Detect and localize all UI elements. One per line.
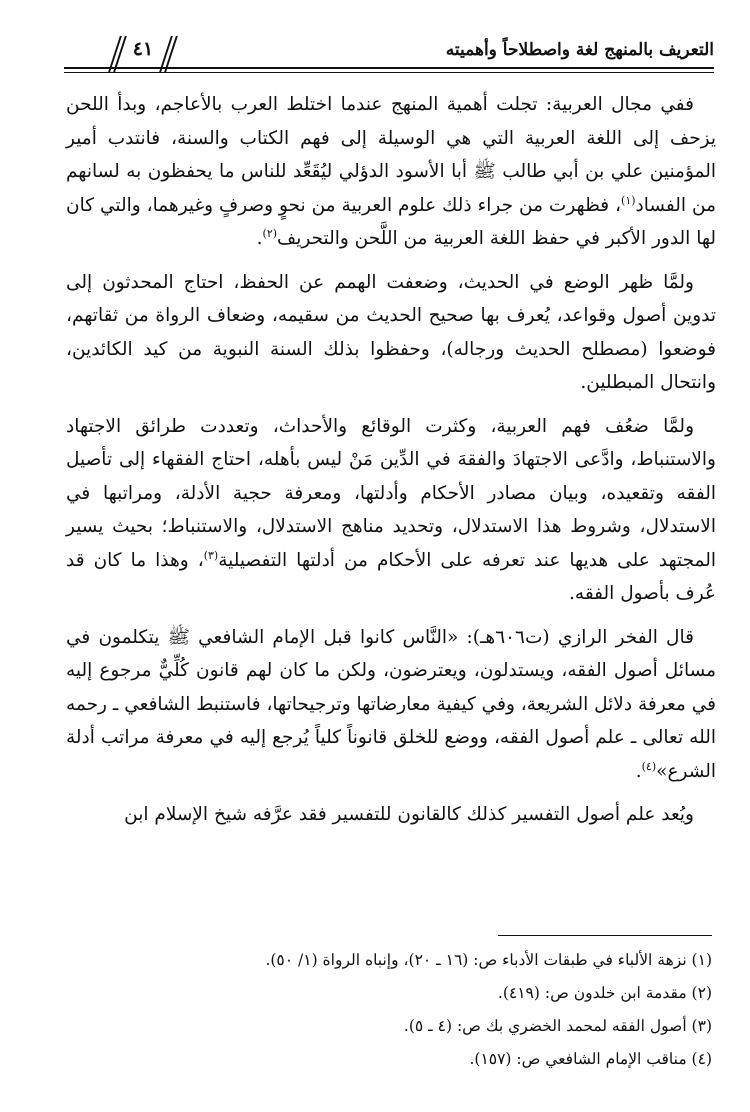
paragraph-text: ، فظهرت من جراء ذلك علوم العربية من نحوٍ وصرفٍ وغيرهما، والتي كان لها الدور الأكبر في حفظ اللغة العربية من اللَّحن والتحريف (66, 194, 716, 249)
footnote-ref: (٤) (641, 759, 657, 773)
footnote: (١) نزهة الألباء في طبقات الأدباء ص: (١٦ ـ ٢٠)، وإنباه الرواة (١/ ٥٠). (265, 951, 712, 969)
paragraph-text: . (635, 760, 642, 782)
paragraph-arabic-grammar (66, 88, 716, 256)
paragraph-text: ولمَّا ظهر الوضع في الحديث، وضعفت الهمم عن الحفظ، احتاج المحدثون إلى تدوين أصول وقواعد، يُعرف بها صحيح الحديث من سقيمه، وضعاف الرواة من ثقاتهم، فوضعوا (مصطلح الحديث ورجاله)، وحفظوا بذلك السنة النبوية من كيد الكائدين، وانتحال المبطلين. (66, 271, 716, 393)
paragraph-razi-quote (66, 621, 716, 789)
paragraph-text: . (256, 228, 263, 249)
paragraph-text: ففي مجال العربية: تجلت أهمية المنهج عندما اختلط العرب بالأعاجم، وبدأ اللحن يزحف إلى اللغة العربية التي هي الوسيلة إلى فهم الكتاب والسنة، فانتدب أمير المؤمنين علي بن أبي طالب ﷺ أبا الأسود الدؤلي ليُقَعِّد للناس ما يحفظون به لسانهم من الفساد (66, 94, 716, 216)
header-rule-thin (64, 72, 714, 73)
paragraph-text: ويُعد علم أصول التفسير كذلك كالقانون للتفسير فقد عرَّفه شيخ الإسلام ابن (124, 804, 694, 825)
paragraph-hadith (66, 266, 716, 400)
page-number: ٤١ (132, 38, 154, 60)
paragraph-tafsir (66, 798, 716, 832)
footnote: (٢) مقدمة ابن خلدون ص: (٤١٩). (497, 984, 712, 1002)
paragraph-text: ولمَّا ضعُف فهم العربية، وكثرت الوقائع والأحداث، وتعددت طرائق الاجتهاد والاستنباط، وادَّعى الاجتهادَ والفقهَ في الدِّين مَنْ ليس بأهله، احتاج الفقهاء إلى تأصيل الفقه وتقعيده، وبيان مصادر الأحكام وأدلتها، ومعرفة حجية الأدلة، ومراتبها في الاستدلال، وشروط هذا الاستدلال، وتحديد مناهج الاستدلال، والاستنباط؛ بحيث يسير المجتهد على هديها عند تعرفه على الأحكام من أدلتها التفصيلية (66, 415, 716, 571)
footnote-ref: (٣) (203, 548, 219, 562)
paragraph-text: ، وهذا ما كان قد عُرف بأصول الفقه. (66, 549, 716, 604)
footnote-ref: (١) (621, 193, 636, 207)
footnotes (72, 944, 712, 1076)
page-header (64, 34, 714, 74)
footnote: (٤) مناقب الإمام الشافعي ص: (١٥٧). (469, 1050, 712, 1068)
body-text (66, 88, 716, 842)
page-number-box (112, 34, 174, 64)
footnote: (٣) أصول الفقه لمحمد الخضري بك ص: (٤ ـ ٥). (403, 1017, 712, 1035)
paragraph-text: قال الفخر الرازي (ت٦٠٦هـ): «النَّاس كانوا قبل الإمام الشافعي ﷺ يتكلمون في مسائل أصول الفقه، ويستدلون، ويعترضون، ولكن ما كان لهم قانون كُلِّيٌّ مرجوع إليه في معرفة دلائل الشريعة، وفي كيفية معارضاتها وترجيحاتها، فاستنبط الشافعي ـ رحمه الله تعالى ـ علم أصول الفقه، ووضع للخلق قانوناً كلياً يُرجع إليه في معرفة مراتب أدلة الشرع» (66, 626, 716, 782)
footnote-separator (498, 935, 712, 936)
running-title: التعريف بالمنهج لغة واصطلاحاً وأهميته (445, 40, 714, 60)
footnote-ref: (٢) (262, 226, 278, 240)
paragraph-fiqh (66, 410, 716, 611)
